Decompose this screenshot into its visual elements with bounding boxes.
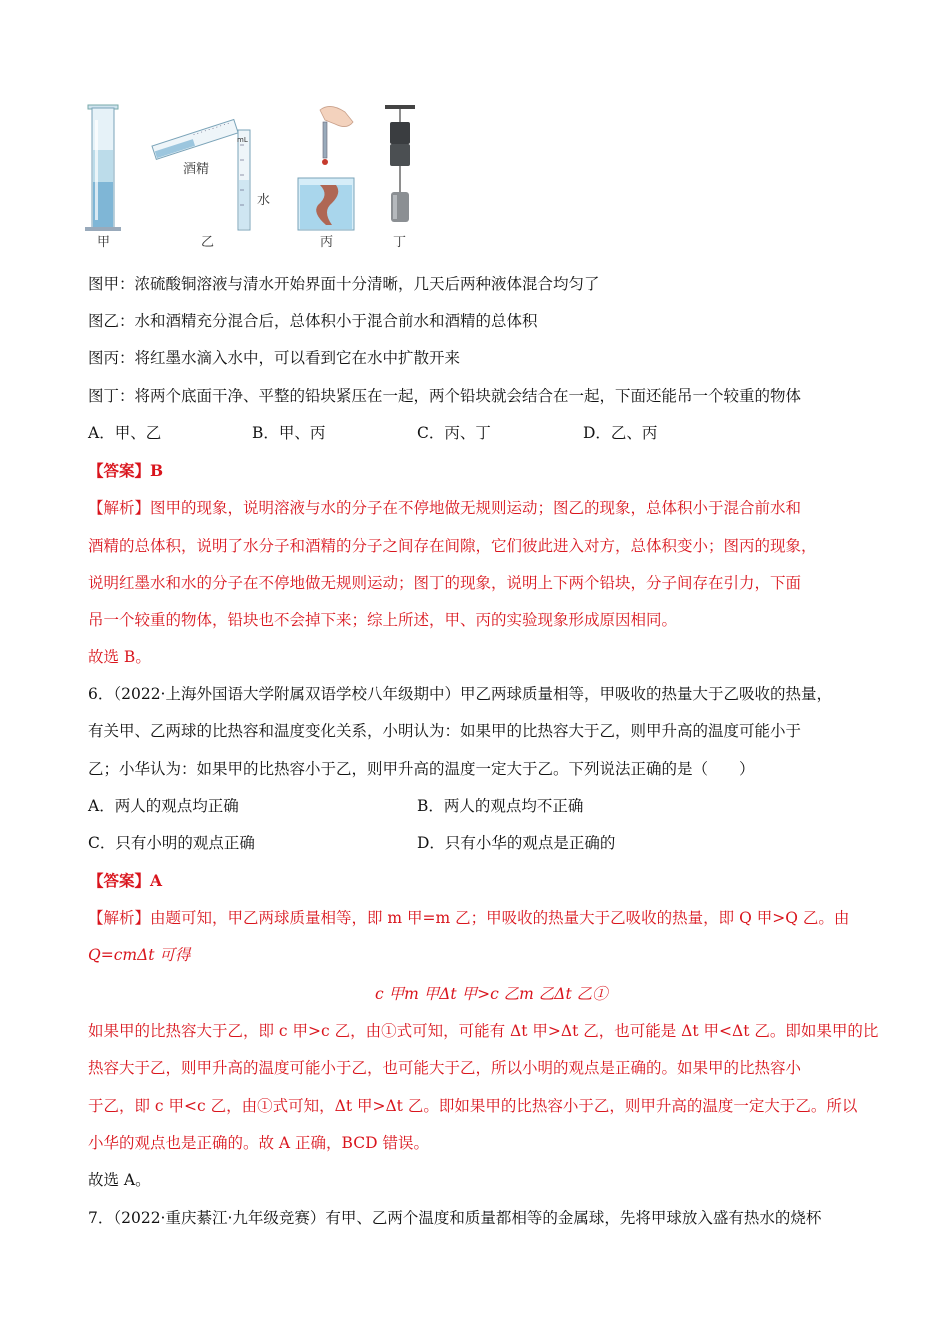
q6-answer: 【答案】A [88, 871, 163, 890]
q6-conclusion: 故选 A。 [88, 1171, 151, 1189]
q5-option-c: C．丙、丁 [417, 424, 491, 442]
q6-analysis-line: 如果甲的比热容大于乙，即 c 甲>c 乙，由①式可知，可能有 Δt 甲>Δt 乙，也可能是 Δt 甲<Δt 乙。即如果甲的比 [88, 1022, 879, 1040]
desc-jia: 图甲：浓硫酸铜溶液与清水开始界面十分清晰，几天后两种液体混合均匀了 [88, 275, 600, 293]
label-ding: 丁 [393, 235, 407, 250]
q6-stem-line: 有关甲、乙两球的比热容和温度变化关系，小明认为：如果甲的比热容大于乙，则甲升高的温度可能小于 [88, 722, 802, 740]
q6-formula-line: Q=cmΔt 可得 [88, 946, 191, 964]
experiment-figure [80, 100, 440, 260]
desc-yi: 图乙：水和酒精充分混合后，总体积小于混合前水和酒精的总体积 [88, 312, 538, 330]
label-water: 水 [257, 193, 271, 208]
q6-analysis-line: 【解析】由题可知，甲乙两球质量相等，即 m 甲=m 乙；甲吸收的热量大于乙吸收的热量，即 Q 甲>Q 乙。由 [88, 909, 850, 927]
q6-analysis-line: 小华的观点也是正确的。故 A 正确，BCD 错误。 [88, 1134, 429, 1152]
q5-option-b: B．甲、丙 [252, 424, 326, 442]
q6-stem-line: 6．（2022·上海外国语大学附属双语学校八年级期中）甲乙两球质量相等，甲吸收的热量大于乙吸收的热量， [88, 685, 832, 703]
q6-option-c: C．只有小明的观点正确 [88, 834, 255, 852]
q6-analysis-line: 于乙，即 c 甲<c 乙，由①式可知，Δt 甲>Δt 乙。即如果甲的比热容小于乙，则甲升高的温度一定大于乙。所以 [88, 1097, 858, 1115]
q5-analysis-line: 酒精的总体积，说明了水分子和酒精的分子之间存在间隙，它们彼此进入对方，总体积变小；图丙的现象， [88, 537, 817, 555]
q5-option-a: A．甲、乙 [88, 424, 162, 442]
svg-text:mL: mL [237, 136, 248, 144]
q6-option-d: D．只有小华的观点是正确的 [417, 834, 616, 852]
q6-stem-line: 乙；小华认为：如果甲的比热容小于乙，则甲升高的温度一定大于乙。下列说法正确的是（ ） [88, 760, 755, 778]
label-jia: 甲 [97, 235, 111, 250]
q5-analysis-line: 吊一个较重的物体，铅块也不会掉下来；综上所述，甲、丙的实验现象形成原因相同。 [88, 611, 678, 629]
label-bing: 丙 [320, 235, 334, 250]
cylinder-jia-illustration [85, 105, 121, 231]
q5-option-d: D．乙、丙 [583, 424, 658, 442]
q6-analysis-line: 热容大于乙，则甲升高的温度可能小于乙，也可能大于乙，所以小明的观点是正确的。如果甲的比热容小 [88, 1059, 802, 1077]
q5-analysis-line: 【解析】图甲的现象，说明溶液与水的分子在不停地做无规则运动；图乙的现象，总体积小于混合前水和 [88, 499, 802, 517]
q5-analysis-line: 说明红墨水和水的分子在不停地做无规则运动；图丁的现象，说明上下两个铅块，分子间存在引力，下面 [88, 574, 802, 592]
beaker-bing-illustration [298, 106, 354, 230]
desc-bing: 图丙：将红墨水滴入水中，可以看到它在水中扩散开来 [88, 349, 461, 367]
q7-stem-line: 7．（2022·重庆綦江·九年级竞赛）有甲、乙两个温度和质量都相等的金属球，先将甲球放入盛有热水的烧杯 [88, 1209, 822, 1227]
desc-ding: 图丁：将两个底面干净、平整的铅块紧压在一起，两个铅块就会结合在一起，下面还能吊一个较重的物体 [88, 387, 802, 405]
label-alcohol: 酒精 [183, 162, 210, 177]
lead-blocks-ding-illustration [385, 105, 415, 222]
q6-option-a: A．两人的观点均正确 [88, 797, 239, 815]
label-yi: 乙 [201, 235, 215, 250]
q5-answer: 【答案】B [88, 461, 164, 480]
q6-equation: c 甲m 甲Δt 甲>c 乙m 乙Δt 乙① [375, 985, 608, 1003]
q5-conclusion: 故选 B。 [88, 648, 151, 666]
q6-option-b: B．两人的观点均不正确 [417, 797, 584, 815]
